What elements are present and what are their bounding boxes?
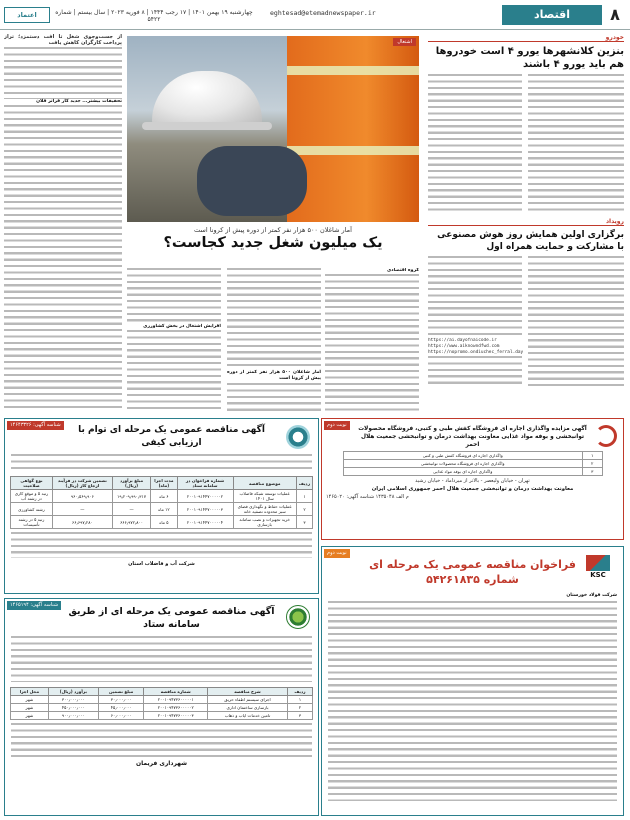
ad-title: آگهی مناقصه عمومی یک مرحله ای از طریق سامانه ستاد — [68, 606, 275, 630]
table-cell: خرید تجهیزات و نصب سامانه بازسازی — [233, 516, 296, 529]
url-list — [428, 338, 522, 356]
headline-ai-conference: برگزاری اولین همایش روز هوش مصنوعی با مشارکت و حمایت همراه اول — [437, 230, 624, 252]
table-cell: ۱ — [296, 490, 312, 503]
table-header: محل اجرا — [11, 688, 49, 696]
ad-badge: نوبت دوم — [324, 421, 350, 430]
table-header: تضمین شرکت در فرآیند ارجاع کار (ریال) — [52, 477, 112, 490]
ad-table — [343, 451, 603, 476]
table-row — [343, 452, 602, 460]
ad-red-crescent — [321, 418, 624, 540]
table-cell: ۲۰۰۱۰۹۴۷۳۶۰۰۰۰۰۳ — [144, 712, 208, 720]
ad-footer: شهرداری فریمان — [135, 760, 188, 767]
table-cell: تامین خدمات ایاب و ذهاب — [208, 712, 288, 720]
ad-setad — [4, 598, 319, 816]
ad-ksc — [321, 546, 624, 816]
ad-number: شماره ۵۴۲۶۱۸۳۵ — [426, 573, 519, 586]
kicker-event: رویداد — [428, 218, 624, 226]
table-cell: ۴۵٫۰۰۰٫۰۰۰ — [98, 704, 144, 712]
table-cell: رشته کشاورزی — [11, 503, 53, 516]
table-cell: ۵ ماه — [151, 516, 177, 529]
ad-address: تهران - خیابان ولیعصر - بالاتر از میرداماد - خیابان رشید — [415, 478, 530, 484]
newspaper-logo: اعتماد — [4, 7, 50, 23]
table-cell: واگذاری اجاره ای بوفه مواد غذایی — [343, 468, 582, 476]
dateline: چهارشنبه ۱۹ بهمن ۱۴۰۱ | ۱۷ رجب ۱۴۴۴ | ۸ فوریه ۲۰۲۳ | سال بیستم | شماره ۵۴۲۲ — [55, 9, 253, 23]
table-cell: ۶ ماه — [151, 490, 177, 503]
table-row — [343, 468, 602, 476]
table-row — [11, 503, 313, 516]
left-subhead: تحقیقات بیشتر... جدید کار فراتر فلان — [36, 98, 122, 104]
table-header: موضوع مناقصه — [233, 477, 296, 490]
article-body — [428, 74, 522, 214]
ad-badge: شناسه آگهی: ۱۴۶۴۳۳۲۶ — [7, 421, 64, 430]
photo-vest-stripe — [287, 146, 419, 155]
photo-hardhat — [152, 71, 262, 126]
table-cell: رتبه ۵ در رشته تأسیسات — [11, 516, 53, 529]
table-header: مبلغ تضمین — [98, 688, 144, 696]
table-row — [11, 516, 313, 529]
table-header: ردیف — [287, 688, 312, 696]
article-body — [227, 268, 321, 370]
ad-footer: معاونت بهداشت درمان و توانبخشی جمعیت هلال احمر جمهوری اسلامی ایران — [371, 486, 574, 492]
table-header: مدت اجرا (ماه) — [151, 477, 177, 490]
table-cell: ۹۰۰٫۰۰۰٫۰۰۰ — [48, 712, 98, 720]
photo-vest — [287, 36, 419, 222]
table-cell: ۲۰۰۱۰۹۱۴۴۷۰۰۰۰۰۳ — [177, 503, 233, 516]
main-story-subhead-2: افزایش اشتغال در بخش کشاورزی — [143, 324, 221, 329]
ksc-logo-text: KSC — [590, 571, 606, 579]
table-cell: ۱۹٫۲۰۹٫۹۹۰٫۳۱۷ — [112, 490, 150, 503]
page-header — [0, 0, 630, 30]
table-cell: ۳ — [582, 468, 602, 476]
table-row — [11, 712, 313, 720]
red-crescent-logo — [595, 425, 617, 447]
table-cell: ۶۰٫۰۰۰٫۰۰۰ — [98, 712, 144, 720]
table-cell: عملیات توسعه شبکه فاضلاب سال ۱۴۰۱ — [233, 490, 296, 503]
table-cell: ۳ — [287, 712, 312, 720]
table-cell: ۲ — [582, 460, 602, 468]
table-cell: بازسازی ساختمان اداری — [208, 704, 288, 712]
article-body — [528, 256, 624, 386]
table-cell: شهر — [11, 712, 49, 720]
main-photo — [127, 36, 419, 222]
table-header: شماره مناقصه — [144, 688, 208, 696]
article-body — [325, 274, 419, 411]
municipality-logo — [286, 605, 310, 629]
table-cell: ۶۶٫۶۹۷٫۲۸۰ — [52, 516, 112, 529]
ad-badge: شناسه آگهی: ۱۴۶۵۱۹۴ — [7, 601, 61, 610]
table-cell: ۱ — [582, 452, 602, 460]
table-cell: ۶۶۶٫۹۷۲٫۸۰۰ — [112, 516, 150, 529]
main-story-body — [127, 268, 419, 412]
main-story-subhead: آمار شاغلان ۵۰۰ هزار نفر کمتر از دوره پیش از کرونا است — [227, 370, 321, 382]
ad-badge: نوبت دوم — [324, 549, 350, 558]
email-address[interactable]: eghtesad@etemadnewspaper.ir — [270, 9, 376, 17]
table-cell: ۴۵۰٫۰۰۰٫۰۰۰ — [48, 704, 98, 712]
right-column — [428, 34, 624, 412]
table-cell: ۲ — [296, 503, 312, 516]
ad-footer: شرکت آب و فاضلاب استان — [128, 561, 195, 567]
article-body — [428, 256, 522, 338]
url-link[interactable]: https://www.aiknowndfwd.com — [428, 344, 500, 349]
table-cell: شهر — [11, 704, 49, 712]
ksc-logo — [581, 555, 615, 589]
table-cell: ۳۰٫۰۰۰٫۰۰۰ — [98, 696, 144, 704]
table-cell: ۱ — [287, 696, 312, 704]
page-number: ۸ — [610, 5, 620, 24]
url-link[interactable]: https://ai.dayofnaicode.ir — [428, 338, 497, 343]
table-cell: — — [112, 503, 150, 516]
table-cell: ۳۰۰٫۰۰۰٫۰۰۰ — [48, 696, 98, 704]
photo-arm — [197, 146, 307, 216]
table-cell: واگذاری اجاره ای فروشگاه کفش طبی و کتبی — [343, 452, 582, 460]
headline-euro4: بنزین کلانشهرها یورو ۴ است خودروها هم باید یورو ۴ باشند — [435, 46, 624, 70]
main-story-byline: گروه اقتصادی — [387, 268, 419, 273]
photo-hardhat-brim — [142, 122, 272, 130]
table-row — [343, 460, 602, 468]
table-header: مبلغ برآورد (ریال) — [112, 477, 150, 490]
main-story-deck: آمار شاغلان ۵۰۰ هزار نفر کمتر از دوره پیش از کرونا است — [194, 226, 352, 234]
left-lead: از جست‌وجوی شغل تا افت دستمزد؛ تراز پرداخت کارگران کاهش یافت — [4, 34, 122, 47]
table-cell: اجرای سیستم اطفاء حریق — [208, 696, 288, 704]
table-cell: ۲۰۰۱۰۹۴۷۳۶۰۰۰۰۰۱ — [144, 696, 208, 704]
ad-body — [11, 532, 312, 558]
ad-code: م الف ۱۴۳۵۰۴۸ شناسه آگهی: ۱۴۶۵۰۲۰ — [326, 494, 409, 500]
table-header: برآورد (ریال) — [48, 688, 98, 696]
table-header: شرح مناقصه — [208, 688, 288, 696]
article-body — [227, 383, 321, 411]
article-body — [528, 74, 624, 214]
table-cell: ۲۰۰۱۰۹۴۷۳۶۰۰۰۰۰۲ — [144, 704, 208, 712]
article-body — [428, 356, 522, 384]
ad-body — [11, 636, 312, 682]
table-cell: ۱۲ ماه — [151, 503, 177, 516]
ad-body — [11, 723, 312, 757]
article-body — [127, 330, 221, 410]
table-cell: ۲۰۰۱۰۹۱۴۴۷۰۰۰۰۰۲ — [177, 490, 233, 503]
ad-water — [4, 418, 319, 594]
ad-company: شرکت فولاد خوزستان — [566, 593, 617, 598]
table-cell: رتبه ۵ و موقع کاری در رشته آب — [11, 490, 53, 503]
ad-title: فراخوان مناقصه عمومی یک مرحله ای — [369, 558, 576, 571]
table-cell: ۹۶۰٫۵۶۹٫۹۰۶ — [52, 490, 112, 503]
photo-tag: اشتغال — [393, 38, 416, 46]
table-cell: واگذاری اجاره ای فروشگاه محصولات توانبخشی — [343, 460, 582, 468]
table-cell: ۳ — [296, 516, 312, 529]
table-cell: عملیات حفاظ و نگهداری فضای سبز محدوده تصفیه خانه — [233, 503, 296, 516]
table-cell: ۲ — [287, 704, 312, 712]
main-story-headline: یک میلیون شغل جدید کجاست؟ — [163, 235, 383, 251]
article-body — [4, 105, 122, 410]
table-cell: شهر — [11, 696, 49, 704]
water-company-logo — [286, 425, 310, 449]
ad-title: آگهی مزایده واگذاری اجاره ای فروشگاه کفش طبی و کتبی، فروشگاه محصولات توانبخشی و بوفه مواد غذایی معاونت بهداشت درمان و توانبخشی جمعیت هلال احمر — [358, 426, 587, 448]
table-row — [11, 704, 313, 712]
url-link[interactable]: https://nopromo.ondiuchec_ferral.day — [428, 350, 524, 355]
ad-title: آگهی مناقصه عمومی یک مرحله ای توام با ارزیابی کیفی — [78, 425, 265, 448]
table-header: ردیف — [296, 477, 312, 490]
ad-table — [10, 476, 313, 529]
table-cell: — — [52, 503, 112, 516]
table-row — [11, 696, 313, 704]
article-body — [127, 268, 221, 324]
left-column — [4, 34, 122, 412]
table-cell: ۲۰۰۱۰۹۱۴۴۷۰۰۰۰۰۴ — [177, 516, 233, 529]
article-body — [4, 47, 122, 99]
ad-table — [10, 687, 313, 720]
photo-vest-stripe — [287, 66, 419, 75]
table-header: شماره فراخوان در سامانه ستاد — [177, 477, 233, 490]
ad-body — [11, 454, 312, 472]
section-label: اقتصاد — [502, 5, 602, 25]
ad-body — [328, 601, 617, 801]
table-header: نوع گواهی صلاحیت — [11, 477, 53, 490]
table-row — [11, 490, 313, 503]
main-story-head — [127, 226, 419, 266]
kicker-auto: خودرو — [428, 34, 624, 42]
